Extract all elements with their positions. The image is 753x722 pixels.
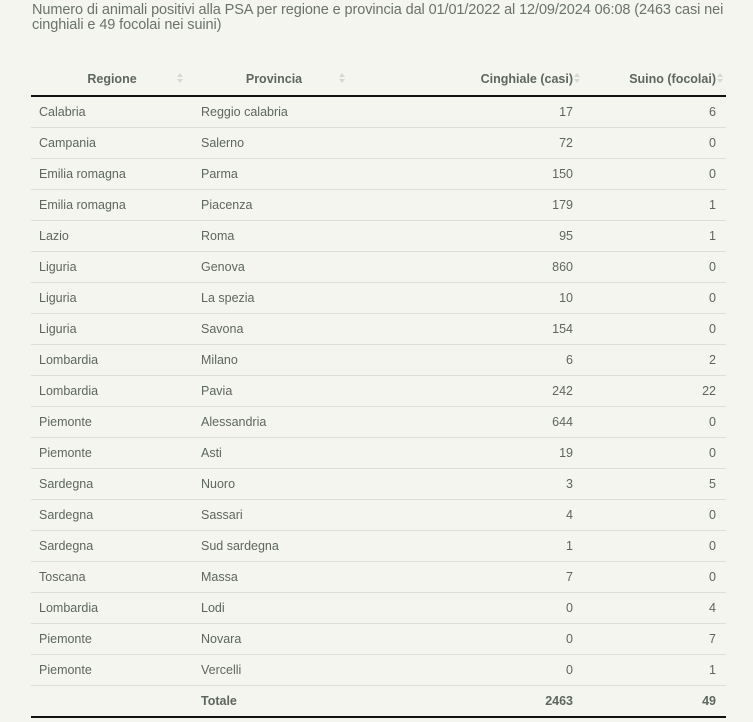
suino-cell: 0 bbox=[583, 500, 726, 531]
table-row bbox=[31, 531, 726, 562]
regione-cell: Sardegna bbox=[31, 531, 193, 562]
provincia-cell: Vercelli bbox=[201, 663, 242, 677]
psa-cases-table bbox=[31, 62, 726, 718]
suino-cell: 0 bbox=[583, 159, 726, 190]
regione-cell: Piemonte bbox=[39, 663, 92, 677]
total-suino-cell: 49 bbox=[583, 686, 726, 718]
column-header-label: Cinghiale (casi) bbox=[480, 71, 573, 86]
regione-cell: Toscana bbox=[31, 562, 193, 593]
regione-cell: Liguria bbox=[31, 314, 193, 345]
suino-cell: 0 bbox=[583, 252, 726, 283]
provincia-cell: Roma bbox=[193, 221, 355, 252]
cinghiale-cell: 0 bbox=[355, 593, 583, 624]
provincia-cell: Nuoro bbox=[193, 469, 355, 500]
suino-cell: 0 bbox=[583, 531, 726, 562]
cinghiale-cell: 1 bbox=[355, 531, 583, 562]
provincia-cell: Salerno bbox=[193, 128, 355, 159]
table-row bbox=[31, 190, 726, 221]
provincia-cell: Sassari bbox=[193, 500, 355, 531]
total-regione-cell bbox=[31, 686, 193, 718]
regione-cell: Lombardia bbox=[31, 345, 193, 376]
regione-cell: Lombardia bbox=[31, 593, 193, 624]
suino-cell: 5 bbox=[583, 469, 726, 500]
regione-cell: Lazio bbox=[31, 221, 193, 252]
suino-cell: 0 bbox=[583, 128, 726, 159]
cinghiale-cell: 7 bbox=[355, 562, 583, 593]
provincia-cell: Pavia bbox=[193, 376, 355, 407]
table-row bbox=[31, 562, 726, 593]
regione-cell: Campania bbox=[31, 128, 193, 159]
regione-cell: Emilia romagna bbox=[31, 190, 193, 221]
provincia-cell: Milano bbox=[193, 345, 355, 376]
suino-cell: 1 bbox=[709, 663, 716, 677]
suino-cell: 1 bbox=[583, 221, 726, 252]
provincia-cell: Sud sardegna bbox=[193, 531, 355, 562]
provincia-cell: Massa bbox=[193, 562, 355, 593]
table-row bbox=[31, 128, 726, 159]
regione-cell: Piemonte bbox=[31, 438, 193, 469]
cinghiale-cell: 150 bbox=[355, 159, 583, 190]
table-row bbox=[31, 655, 726, 686]
sort-both-icon[interactable] bbox=[574, 73, 580, 83]
cinghiale-cell: 19 bbox=[355, 438, 583, 469]
regione-cell: Liguria bbox=[31, 252, 193, 283]
table-row bbox=[31, 407, 726, 438]
cinghiale-cell: 0 bbox=[566, 663, 573, 677]
cinghiale-cell: 95 bbox=[355, 221, 583, 252]
total-label-cell: Totale bbox=[193, 686, 355, 718]
table-row bbox=[31, 252, 726, 283]
cinghiale-cell: 4 bbox=[355, 500, 583, 531]
provincia-cell: Genova bbox=[193, 252, 355, 283]
provincia-cell: Parma bbox=[193, 159, 355, 190]
table-total-row bbox=[31, 686, 726, 718]
column-header-label: Provincia bbox=[245, 71, 303, 86]
table-caption: Numero di animali positivi alla PSA per regione e provincia dal 01/01/2022 al 12/09/2024 06:08 (2463 casi nei cinghiali e 49 focolai nei suini) bbox=[32, 2, 724, 33]
cinghiale-cell: 242 bbox=[355, 376, 583, 407]
suino-cell: 6 bbox=[583, 96, 726, 128]
sort-both-icon[interactable] bbox=[177, 73, 183, 83]
table-row bbox=[31, 283, 726, 314]
provincia-cell: Savona bbox=[193, 314, 355, 345]
sort-both-icon[interactable] bbox=[717, 73, 723, 83]
regione-cell: Sardegna bbox=[31, 469, 193, 500]
column-header-provincia[interactable] bbox=[193, 62, 355, 96]
table-row bbox=[31, 593, 726, 624]
provincia-cell: Novara bbox=[193, 624, 355, 655]
cinghiale-cell: 72 bbox=[355, 128, 583, 159]
table-row bbox=[31, 159, 726, 190]
regione-cell: Piemonte bbox=[31, 624, 193, 655]
table-body bbox=[31, 96, 726, 686]
suino-cell: 0 bbox=[583, 283, 726, 314]
suino-cell: 0 bbox=[583, 314, 726, 345]
suino-cell: 4 bbox=[583, 593, 726, 624]
table-row bbox=[31, 221, 726, 252]
table-row bbox=[31, 438, 726, 469]
column-header-label: Regione bbox=[87, 71, 137, 86]
table-row bbox=[31, 376, 726, 407]
cinghiale-cell: 6 bbox=[355, 345, 583, 376]
regione-cell: Liguria bbox=[31, 283, 193, 314]
table-row bbox=[31, 469, 726, 500]
provincia-cell: Lodi bbox=[193, 593, 355, 624]
table-row bbox=[31, 314, 726, 345]
provincia-cell: Alessandria bbox=[193, 407, 355, 438]
sort-both-icon[interactable] bbox=[339, 73, 345, 83]
suino-cell: 0 bbox=[583, 438, 726, 469]
provincia-cell: La spezia bbox=[193, 283, 355, 314]
provincia-cell: Piacenza bbox=[193, 190, 355, 221]
suino-cell: 1 bbox=[583, 190, 726, 221]
table-header-row bbox=[31, 62, 726, 96]
column-header-cinghiale[interactable] bbox=[355, 62, 583, 96]
table-row bbox=[31, 96, 726, 128]
cinghiale-cell: 860 bbox=[355, 252, 583, 283]
regione-cell: Lombardia bbox=[31, 376, 193, 407]
cinghiale-cell: 0 bbox=[355, 624, 583, 655]
suino-cell: 0 bbox=[583, 407, 726, 438]
total-cinghiale-cell: 2463 bbox=[355, 686, 583, 718]
cinghiale-cell: 644 bbox=[355, 407, 583, 438]
column-header-suino[interactable] bbox=[583, 62, 726, 96]
column-header-label: Suino (focolai) bbox=[629, 71, 716, 86]
provincia-cell: Reggio calabria bbox=[193, 96, 355, 128]
cinghiale-cell: 10 bbox=[355, 283, 583, 314]
provincia-cell: Asti bbox=[193, 438, 355, 469]
regione-cell: Piemonte bbox=[31, 407, 193, 438]
table-row bbox=[31, 500, 726, 531]
cinghiale-cell: 179 bbox=[355, 190, 583, 221]
table-row bbox=[31, 624, 726, 655]
suino-cell: 0 bbox=[583, 562, 726, 593]
regione-cell: Emilia romagna bbox=[31, 159, 193, 190]
cinghiale-cell: 17 bbox=[355, 96, 583, 128]
regione-cell: Sardegna bbox=[31, 500, 193, 531]
suino-cell: 2 bbox=[583, 345, 726, 376]
cinghiale-cell: 3 bbox=[355, 469, 583, 500]
cinghiale-cell: 154 bbox=[355, 314, 583, 345]
table-row bbox=[31, 345, 726, 376]
column-header-regione[interactable] bbox=[31, 62, 193, 96]
suino-cell: 7 bbox=[583, 624, 726, 655]
suino-cell: 22 bbox=[583, 376, 726, 407]
regione-cell: Calabria bbox=[31, 96, 193, 128]
